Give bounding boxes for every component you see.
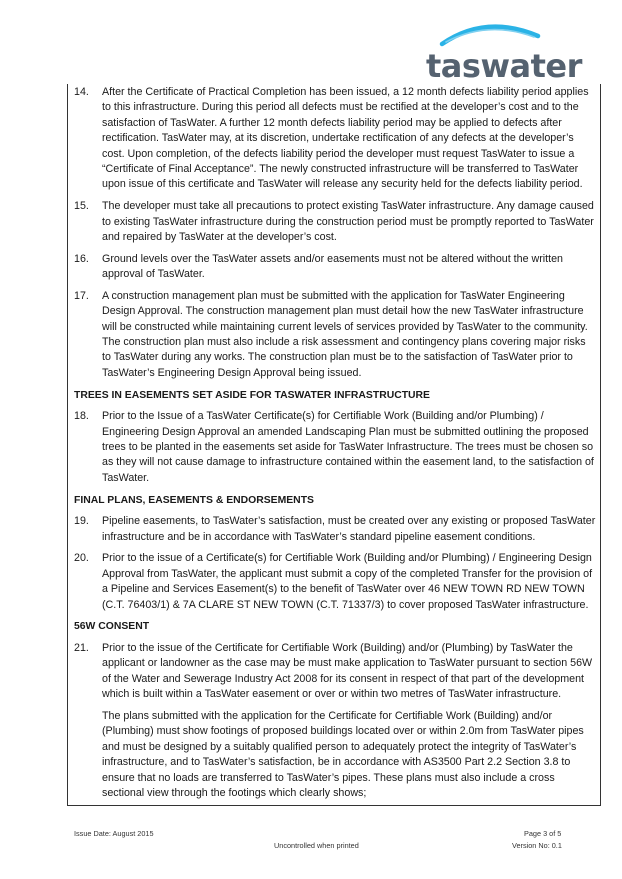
footer-issue-date: Issue Date: August 2015 — [74, 829, 154, 838]
clause-text: Pipeline easements, to TasWater’s satisfaction, must be created over any existing or proposed TasWater infrastructure and be in accordance with TasWater’s standard pipeline easement conditions. — [102, 515, 596, 543]
clause-text: Prior to the issue of a Certificate(s) for Certifiable Work (Building and/or Plumbing) / Engineering Design Approval from TasWater, the applicant must submit a copy of the completed Transfer for the provision of a Pipeline and Services Easement(s) to the benefit of TasWater over 46 NEW TOWN RD NEW TOWN (C.T. 76403/1) & 7A CLARE ST NEW TOWN (C.T. 71337/3) to cover proposed TasWater infrastructure. — [102, 552, 593, 611]
clause-number: 21. — [74, 641, 89, 654]
clause-number: 15. — [74, 200, 89, 213]
clause-text: Prior to the Issue of a TasWater Certificate(s) for Certifiable Work (Building and/or Plumbing) / Engineering Design Approval an amended Landscaping Plan must be submitted outlining the proposed trees to be planted in the easements set aside for TasWater Infrastructure. The trees must be chosen so as they will not cause damage to infrastructure contained within the easement land, to the satisfaction of TasWater. — [102, 410, 594, 484]
logo-wordmark: taswater — [426, 47, 582, 85]
clause-number: 16. — [74, 252, 89, 265]
clause-18 — [74, 409, 596, 486]
footer-uncontrolled: Uncontrolled when printed — [274, 841, 359, 850]
clause-21 — [74, 641, 596, 703]
water-arc-icon — [434, 18, 544, 48]
clause-21-paragraph: The plans submitted with the application for the Certificate for Certifiable Work (Building) and/or (Plumbing) must show footings of proposed buildings located over or within 2.0m from TasWater pipes and must be designed by a suitably qualified person to adequately protect the integrity of TasWater’s infrastructure, and to TasWater’s satisfaction, be in accordance with AS3500 Part 2.2 Section 3.8 to ensure that no loads are transferred to TasWater’s pipes. These plans must also include a cross sectional view through the footings which clearly shows; — [102, 709, 584, 799]
section-heading-56w: 56W CONSENT — [74, 621, 150, 633]
clause-text: Ground levels over the TasWater assets and/or easements must not be altered without the written approval of TasWater. — [102, 252, 563, 281]
section-heading-trees: TREES IN EASEMENTS SET ASIDE FOR TASWATER INFRASTRUCTURE — [74, 389, 430, 401]
clause-20 — [74, 551, 596, 613]
clause-number: 18. — [74, 410, 89, 423]
taswater-logo — [424, 18, 582, 85]
footer-version: Version No: 0.1 — [512, 841, 562, 850]
clause-14 — [74, 85, 596, 193]
clause-number: 17. — [74, 289, 89, 302]
clause-text: After the Certificate of Practical Completion has been issued, a 12 month defects liability period applies to this infrastructure. During this period all defects must be rectified at the developer’s cost and to the satisfaction of TasWater. A further 12 month defects liability period may be applied to defects after rectification. TasWater may, at its discretion, undertake rectification of any defects at the developer’s cost. Upon completion, of the defects liability period the developer must request TasWater to issue a “Certificate of Final Acceptance”. The newly constructed infrastructure will be transferred to TasWater upon issue of this certificate and TasWater will release any security held for the defects liability period. — [102, 86, 589, 191]
clause-number: 20. — [74, 552, 89, 565]
clause-16 — [74, 252, 596, 283]
clause-17 — [74, 289, 596, 381]
clause-number: 14. — [74, 86, 89, 98]
clause-text: Prior to the issue of the Certificate for Certifiable Work (Building) and/or (Plumbing) by TasWater the applicant or landowner as the case may be must make application to TasWater pursuant to section 56W of the Water and Sewerage Industry Act 2008 for its consent in respect of that part of the development which is built within a TasWater easement or over or within two metres of TasWater infrastructure. — [102, 641, 593, 701]
clause-19 — [74, 514, 596, 545]
clause-number: 19. — [74, 515, 89, 528]
clause-text: The developer must take all precautions to protect existing TasWater infrastructure. Any damage caused to existing TasWater infrastructure during the construction period must be promptly reported to TasWater and repaired by TasWater at the developer’s cost. — [102, 200, 594, 243]
document-body — [74, 85, 596, 801]
section-heading-final-plans: FINAL PLANS, EASEMENTS & ENDORSEMENTS — [74, 494, 314, 506]
footer-page-number: Page 3 of 5 — [524, 829, 562, 838]
clause-text: A construction management plan must be submitted with the application for TasWater Engineering Design Approval. The construction management plan must detail how the new TasWater infrastructure will be constructed while maintaining current levels of services provided by TasWater to the community. The construction plan must also include a risk assessment and contingency plans covering major risks to TasWater during any works. The construction plan must be to the satisfaction of TasWater prior to TasWater’s Engineering Design Approval being issued. — [102, 289, 588, 379]
clause-15 — [74, 199, 596, 245]
